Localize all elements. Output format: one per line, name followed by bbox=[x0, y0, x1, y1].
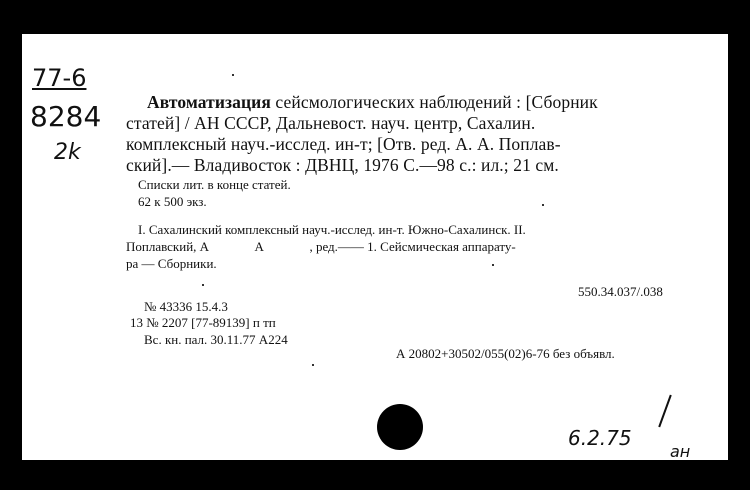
entry-line-2: статей] / АН СССР, Дальневост. науч. центр, Сахалин. bbox=[126, 113, 536, 133]
note-bibliography: Списки лит. в конце статей. bbox=[138, 177, 291, 192]
catalog-card bbox=[22, 34, 728, 460]
handwritten-mark bbox=[658, 395, 672, 428]
speck bbox=[232, 74, 234, 76]
entry-line-1 bbox=[147, 92, 598, 113]
speck bbox=[542, 204, 544, 206]
entry-line-4: ский].— Владивосток : ДВНЦ, 1976 С.—98 с.: ил.; 21 см. bbox=[126, 155, 559, 175]
speck bbox=[202, 284, 204, 286]
udc-code: 550.34.037/.038 bbox=[578, 284, 663, 299]
note-print-run: 62 к 500 экз. bbox=[138, 194, 207, 209]
entry-title-rest: сейсмологических наблюдений : [Сборник bbox=[270, 92, 598, 112]
tracing-line-1: I. Сахалинский комплексный науч.-исслед. ин-т. Южно-Сахалинск. II. bbox=[138, 222, 526, 237]
registration-number-1: № 43336 15.4.3 bbox=[144, 299, 228, 314]
price-code: А 20802+30502/055(02)6-76 без объявл. bbox=[396, 346, 615, 361]
registration-number-2: 13 № 2207 [77-89139] п тп bbox=[130, 315, 276, 330]
card-punch-hole bbox=[377, 404, 423, 450]
handwritten-shelf-top: 77-6 bbox=[32, 64, 87, 92]
registration-number-3: Вс. кн. пал. 30.11.77 А224 bbox=[144, 332, 288, 347]
speck bbox=[312, 364, 314, 366]
entry-title-bold: Автоматизация bbox=[147, 92, 271, 112]
speck bbox=[492, 264, 494, 266]
handwritten-initials: ан bbox=[670, 442, 691, 461]
handwritten-date: 6.2.75 bbox=[568, 426, 632, 450]
entry-line-3: комплексный науч.-исслед. ин-т; [Отв. ред. А. А. Поплав- bbox=[126, 134, 561, 154]
tracing-line-2: Поплавский, А А , ред.—— 1. Сейсмическая аппарату- bbox=[126, 239, 516, 254]
handwritten-shelf-bottom: 8284 bbox=[30, 100, 102, 133]
handwritten-note: 2k bbox=[54, 140, 81, 165]
tracing-line-3: ра — Сборники. bbox=[126, 256, 217, 271]
